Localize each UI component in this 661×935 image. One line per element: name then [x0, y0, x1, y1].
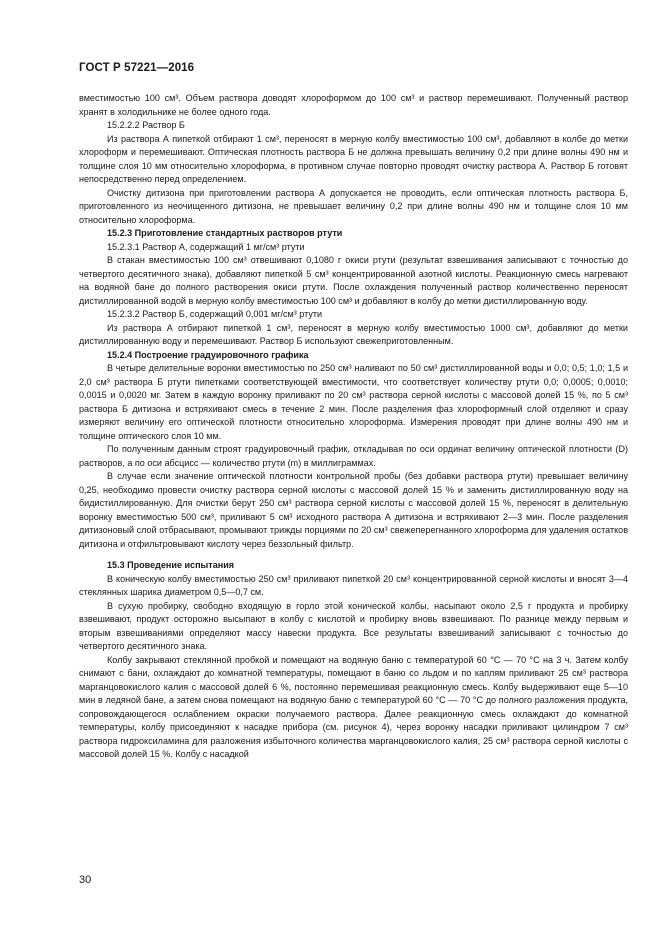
paragraph: вместимостью 100 см³. Объем раствора доводят хлороформом до 100 см³ и раствор перемешивают. Полученный раствор хранят в холодильнике не более одного года.: [79, 93, 628, 117]
section-heading: 15.2.3 Приготовление стандартных растворов ртути: [107, 228, 343, 238]
paragraph: 15.2.3.2 Раствор Б, содержащий 0,001 мг/см³ ртути: [107, 309, 323, 319]
paragraph: По полученным данным строят градуировочный график, откладывая по оси ординат величину оптической плотности (D) растворов, а по оси абсцисс — количество ртути (m) в миллиграммах.: [79, 444, 628, 468]
body-text: [79, 92, 628, 762]
paragraph: 15.2.2.2 Раствор Б: [107, 120, 185, 130]
paragraph: 15.2.3.1 Раствор А, содержащий 1 мг/см³ ртути: [107, 241, 305, 252]
document-header: ГОСТ Р 57221—2016: [79, 62, 195, 74]
paragraph: Из раствора А отбирают пипеткой 1 см³, переносят в мерную колбу вместимостью 1000 см³, добавляют до метки дистиллированную воду и перемешивают. Раствор Б используют свежеприготовленным.: [79, 322, 628, 346]
paragraph: Колбу закрывают стеклянной пробкой и помещают на водяную баню с температурой 60 °С — 70 °С на 3 ч. Затем колбу снимают с бани, охлаждают до комнатной температуры, помещают в баню со льдом и по каплям приливают 25 см³ раствора марганцовокислого калия с массовой долей 6 %, постоянно перемешивая реакционную смесь. Колбу выдерживают еще 5—10 мин в ледяной бане, а затем снова помещают на водяную баню с температурой 60 °С — 70 °С до полного разложения продукта, сопровождающегося ослаблением окраски получаемого раствора. Далее реакционную смесь охлаждают до комнатной температуры, колбу присоединяют к насадке прибора (см. рисунок 4), через воронку насадки приливают цилиндром 7 см³ раствора гидроксиламина для разложения избыточного количества марганцовокислого калия, 25 см³ раствора серной кислоты с массовой долей 15 %. Колбу с насадкой: [79, 654, 628, 759]
paragraph: Из раствора А пипеткой отбирают 1 см³, переносят в мерную колбу вместимостью 100 см³, добавляют в колбе до метки хлороформ и перемешивают. Оптическая плотность раствора Б не должна превышать величину 0,2 при длине волны 490 нм и толщине слоя 10 мм относительно хлороформа, в противном случае повторно проводят очистку раствора А. Раствор Б готовят непосредственно перед определением.: [79, 133, 628, 184]
page-number: 30: [79, 874, 92, 886]
paragraph: В четыре делительные воронки вместимостью по 250 см³ наливают по 50 см³ дистиллированной воды и 0,0; 0,5; 1,0; 1,5 и 2,0 см³ раствора Б ртути пипетками соответствующей вместимости, что соответствует количеству ртути 0,0; 0,0005; 0,0010; 0,0015 и 0,0020 мг. Затем в каждую воронку приливают по 20 см³ раствора серной кислоты с массовой долей 15 %, по 5 см³ раствора Б дитизона и встряхивают смесь в течение 2 мин. После разделения фаз хлороформный слой отделяют и сразу измеряют величину его оптической плотности относительно хлороформа. Измерения проводят при длине волны 490 нм и толщине оптического слоя 10 мм.: [79, 363, 628, 441]
paragraph: Очистку дитизона при приготовлении раствора А допускается не проводить, если оптическая плотность раствора Б, приготовленного из неочищенного дитизона, не превышает величину 0,2 при длине волны 490 нм и толщине слоя 10 мм относительно хлороформа.: [79, 187, 628, 225]
section-gap: [79, 551, 628, 559]
paragraph: В коническую колбу вместимостью 250 см³ приливают пипеткой 20 см³ концентрированной серной кислоты и вносят 3—4 стеклянных шарика диаметром 0,5—0,7 см.: [79, 573, 628, 597]
paragraph: В сухую пробирку, свободно входящую в горло этой конической колбы, насыпают около 2,5 г продукта и пробирку взвешивают, продукт осторожно высыпают в колбу с кислотой и пробирку вновь взвешивают. По разнице между первым и вторым взвешиваниями определяют массу навески продукта. Все результаты взвешиваний записывают с точностью до четвертого десятичного знака.: [79, 600, 628, 651]
section-heading: 15.2.4 Построение градуировочного графика: [107, 349, 309, 360]
section-heading: 15.3 Проведение испытания: [107, 560, 235, 570]
paragraph: В стакан вместимостью 100 см³ отвешивают 0,1080 г окиси ртути (результат взвешивания записывают с точностью до четвертого десятичного знака), добавляют пипеткой 5 см³ концентрированной азотной кислоты. Реакционную смесь нагревают на водяной бане до полного растворения окиси ртути. После охлаждения полученный раствор количественно переносят дистиллированной водой в мерную колбу вместимостью 100 см³ и добавляют в колбу до метки дистиллированную воду.: [79, 255, 628, 306]
paragraph: В случае если значение оптической плотности контрольной пробы (без добавки раствора ртути) превышает величину 0,25, необходимо провести очистку раствора серной кислоты с массовой долей 15 % и заменить дистиллированную воду на бидистиллированную. Для очистки берут 250 см³ раствора серной кислоты с массовой долей 15 %, переносят в делительную воронку вместимостью 500 см³, приливают 5 см³ исходного раствора А дитизона и встряхивают 2—3 мин. После разделения дитизоновый слой отбрасывают, промывают трижды порциями по 20 см³ свежеперегнанного хлороформа для удаления остатков дитизона и отфильтровывают кислоту через беззольный фильтр.: [79, 471, 628, 549]
